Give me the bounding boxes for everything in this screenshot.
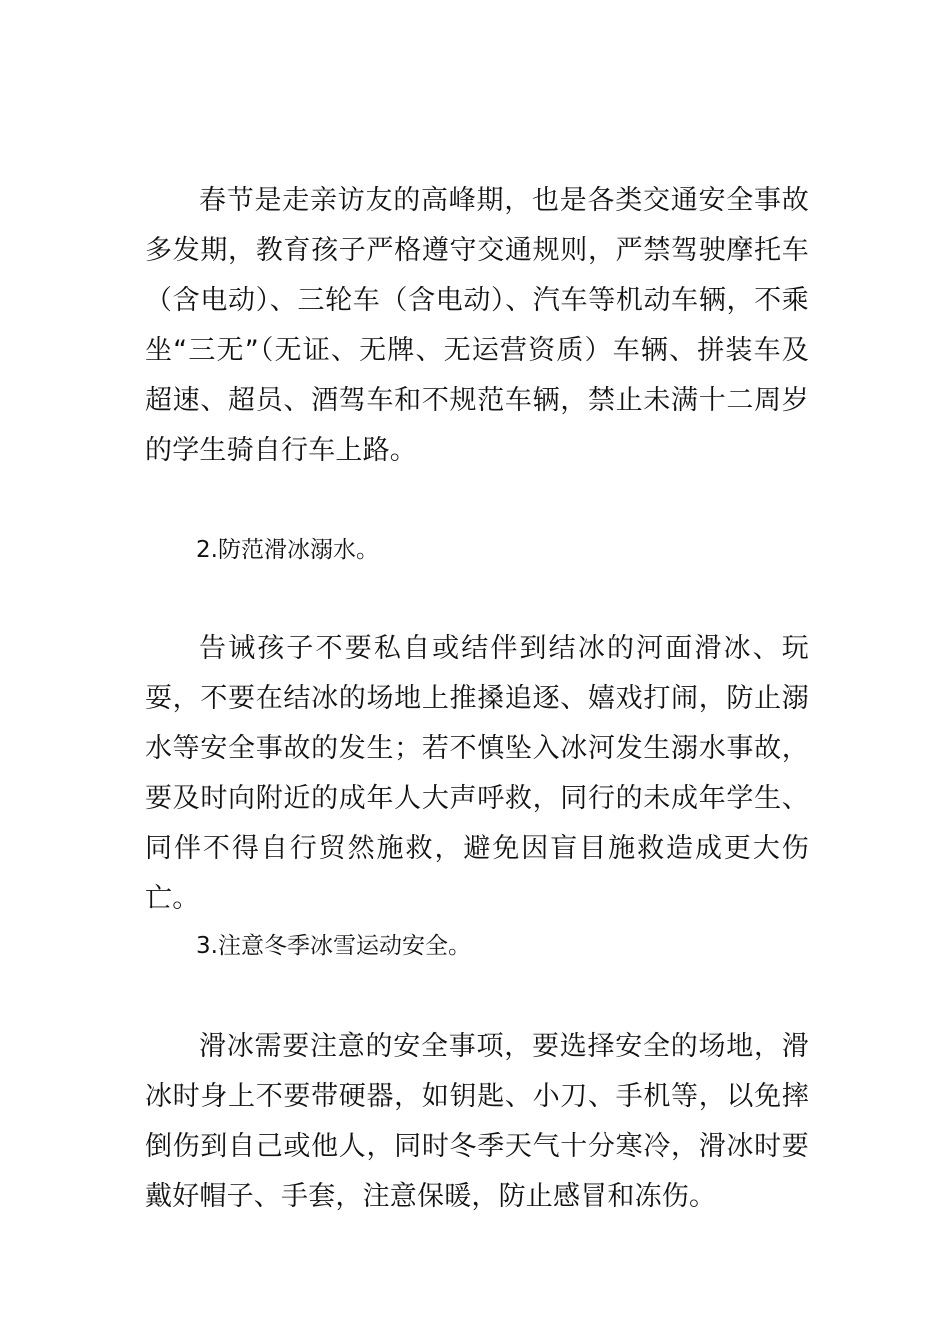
paragraph-traffic-safety: 春节是走亲访友的高峰期，也是各类交通安全事故多发期，教育孩子严格遵守交通规则，严禁驾驶摩托车（含电动）、三轮车（含电动）、汽车等机动车辆，不乘坐“三无”（无证、无牌、无运营资质）车辆、拼装车及超速、超员、酒驾车和不规范车辆，禁止未满十二周岁的学生骑自行车上路。: [145, 185, 809, 466]
heading-winter-sports-safety: 3.注意冬季冰雪运动安全。: [196, 933, 471, 959]
paragraph-winter-sports: 滑冰需要注意的安全事项，要选择安全的场地，滑冰时身上不要带硬器，如钥匙、小刀、手机等，以免摔倒伤到自己或他人，同时冬季天气十分寒冷，滑冰时要戴好帽子、手套，注意保暖，防止感冒和冻伤。: [145, 1031, 809, 1212]
heading-prevent-skating-drowning: 2.防范滑冰溺水。: [196, 537, 379, 563]
paragraph-skating-drowning: 告诫孩子不要私自或结伴到结冰的河面滑冰、玩耍，不要在结冰的场地上推搡追逐、嬉戏打闹，防止溺水等安全事故的发生；若不慎坠入冰河发生溺水事故，要及时向附近的成年人大声呼救，同行的未成年学生、同伴不得自行贸然施救，避免因盲目施救造成更大伤亡。: [145, 633, 809, 914]
